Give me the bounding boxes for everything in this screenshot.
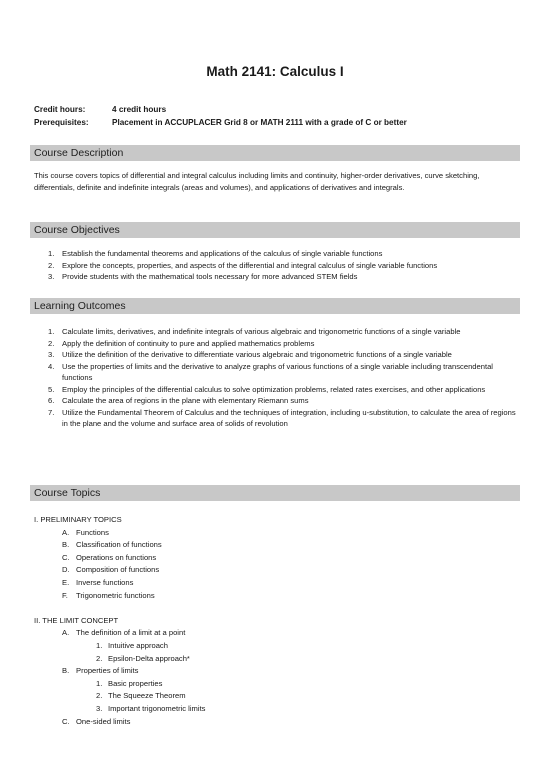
topic-spacer: [34, 602, 514, 615]
topic-item: D. Composition of functions: [62, 565, 160, 575]
topic-subitem: 2. Epsilon-Delta approach*: [96, 653, 190, 663]
topic-subitem: 2. The Squeeze Theorem: [96, 691, 186, 701]
topic-subitem: 1. Basic properties: [96, 678, 163, 688]
list-item: 4. Use the properties of limits and the derivative to analyze graphs of various functions of a single variable including transcendental functions: [48, 361, 493, 382]
objectives-list: [48, 248, 518, 283]
topic-unit-heading: II. THE LIMIT CONCEPT: [34, 615, 119, 625]
list-item: 3. Utilize the definition of the derivative to differentiate various algebraic and trigonometric functions of a single variable: [48, 350, 452, 359]
topic-item: B. Classification of functions: [62, 540, 162, 550]
description-paragraph: This course covers topics of differential and integral calculus including limits and continuity, higher-order derivatives, curve sketching, differentials, definite and indefinite integrals (areas and volumes), and applications of derivatives and integrals.: [34, 171, 480, 192]
section-header-description: Course Description: [30, 145, 520, 161]
list-item: 2. Explore the concepts, properties, and aspects of the differential and integral calculus of single variable functions: [48, 260, 438, 270]
topic-item: C. One-sided limits: [62, 716, 131, 726]
prerequisites-value: Placement in ACCUPLACER Grid 8 or MATH 2111 with a grade of C or better: [112, 118, 407, 127]
list-item: 5. Employ the principles of the differential calculus to solve optimization problems, related rates exercises, and other applications: [48, 384, 486, 394]
section-header-objectives: Course Objectives: [30, 222, 520, 238]
topic-item: E. Inverse functions: [62, 577, 134, 587]
topic-item: F. Trigonometric functions: [62, 590, 155, 600]
list-item: 2. Apply the definition of continuity to pure and applied mathematics problems: [48, 338, 315, 348]
credit-hours-row: [34, 105, 166, 114]
topic-item: A. Functions: [62, 527, 109, 537]
section-header-outcomes: Learning Outcomes: [30, 298, 520, 314]
outcomes-list: [48, 326, 518, 430]
topic-item: B. Properties of limits: [62, 666, 139, 676]
topic-unit-heading: I. PRELIMINARY TOPICS: [34, 515, 122, 524]
topic-subitem: 3. Important trigonometric limits: [96, 703, 206, 713]
section-header-topics: Course Topics: [30, 485, 520, 501]
page-title: Math 2141: Calculus I: [206, 64, 344, 79]
credit-hours-value: 4 credit hours: [112, 105, 167, 114]
topic-item: C. Operations on functions: [62, 552, 157, 562]
list-item: 7. Utilize the Fundamental Theorem of Calculus and the techniques of integration, including u-substitution, to calculate the area of regions in the plane and the volume and surface area of solids of revolution: [48, 407, 516, 428]
prerequisites-row: [34, 118, 407, 127]
topics-outline: [34, 514, 514, 728]
list-item: 1. Calculate limits, derivatives, and indefinite integrals of various algebraic and trigonometric functions of a single variable: [48, 327, 461, 336]
list-item: 6. Calculate the area of regions in the plane with elementary Riemann sums: [48, 396, 309, 405]
topic-item: A. The definition of a limit at a point: [62, 628, 186, 638]
prerequisites-label: Prerequisites:: [34, 118, 89, 127]
list-item: 3. Provide students with the mathematical tools necessary for more advanced STEM fields: [48, 272, 358, 281]
list-item: 1. Establish the fundamental theorems and applications of the calculus of single variable functions: [48, 249, 383, 258]
topic-subitem: 1. Intuitive approach: [96, 640, 168, 650]
credit-hours-label: Credit hours:: [34, 105, 86, 114]
